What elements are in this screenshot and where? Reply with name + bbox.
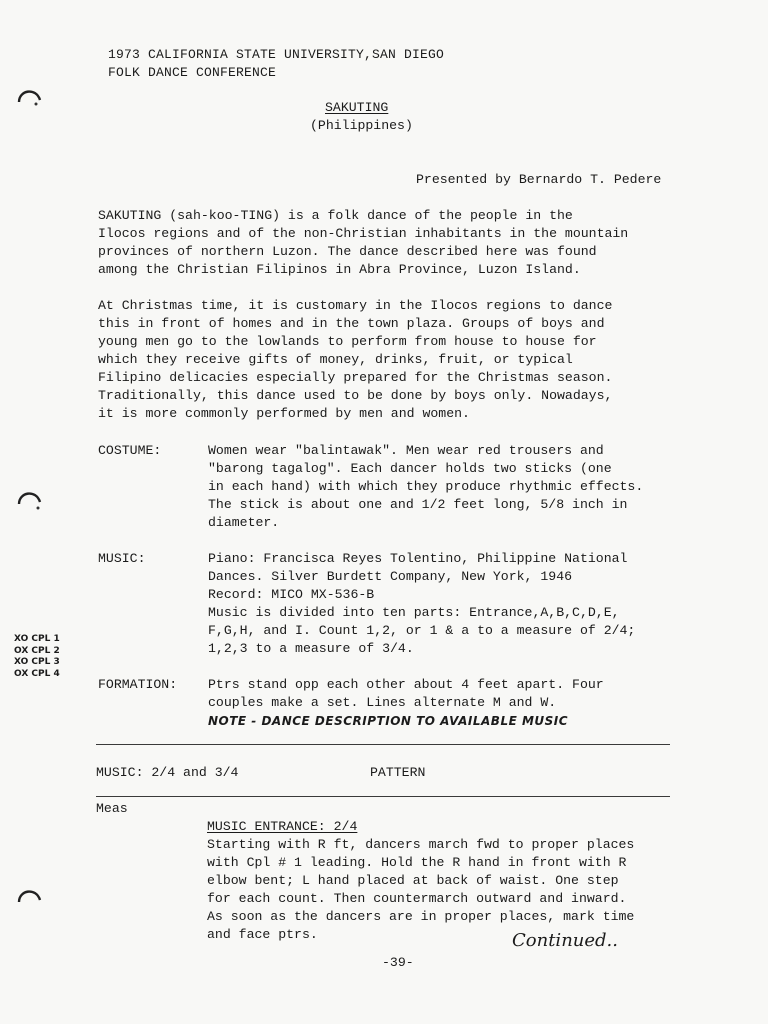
- formation-label: FORMATION:: [98, 677, 178, 692]
- binder-hole-icon: [16, 486, 42, 512]
- formation-text: Ptrs stand opp each other about 4 feet apart. Four couples make a set. Lines alternate M and W.: [208, 677, 604, 710]
- divider-rule: [96, 796, 670, 797]
- pattern-heading: PATTERN: [370, 765, 426, 780]
- handwritten-note: NOTE - DANCE DESCRIPTION TO AVAILABLE MUSIC: [208, 714, 569, 728]
- music-text: Piano: Francisca Reyes Tolentino, Philippine National Dances. Silver Burdett Company, New York, 1946 Record: MICO MX-536-B Music is divided into ten parts: Entrance,A,B,C,D,E, F,G,H, and I. Count 1,2, or 1 & a to a measure of 2/4; 1,2,3 to a measure of 3/4.: [208, 551, 636, 656]
- binder-hole-icon: [16, 884, 42, 910]
- conference-header-line1: 1973 CALIFORNIA STATE UNIVERSITY,SAN DIEGO: [108, 47, 445, 62]
- couples-margin-note: XO CPL 1 OX CPL 2 XO CPL 3 OX CPL 4: [14, 634, 60, 679]
- intro-paragraph-2: At Christmas time, it is customary in the Ilocos regions to dance this in front of homes and in the town plaza. Groups of boys and young men go to the lowlands to perform from house to house for which they receive gifts of money, drinks, fruit, or typical Filipino delicacies especially prepared for the Christmas season. Traditionally, this dance used to be done by boys only. Nowadays, it is more commonly performed by men and women.: [98, 298, 613, 421]
- divider-rule: [96, 744, 670, 745]
- binder-hole-icon: [16, 84, 42, 110]
- intro-paragraph-1: SAKUTING (sah-koo-TING) is a folk dance of the people in the Ilocos regions and of the non-Christian inhabitants in the mountain provinces of northern Luzon. The dance described here was found among the Christian Filipinos in Abra Province, Luzon Island.: [98, 208, 629, 277]
- music-label: MUSIC:: [98, 551, 146, 566]
- costume-label: COSTUME:: [98, 443, 162, 458]
- music-meter-heading: MUSIC: 2/4 and 3/4: [96, 765, 239, 780]
- presenter-line: Presented by Bernardo T. Pedere: [416, 172, 662, 187]
- entrance-title: MUSIC ENTRANCE: 2/4: [207, 819, 358, 834]
- measures-heading: Meas: [96, 801, 128, 816]
- costume-text: Women wear "balintawak". Men wear red trousers and "barong tagalog". Each dancer holds two sticks (one in each hand) with which they produce rhythmic effects. The stick is about one and 1/2 feet long, 5/8 inch in diameter.: [208, 443, 644, 530]
- entrance-text: Starting with R ft, dancers march fwd to proper places with Cpl # 1 leading. Hold the R hand in front with R elbow bent; L hand placed at back of waist. One step for each count. Then countermarch outward and inward. As soon as the dancers are in proper places, mark time and face ptrs.: [207, 837, 635, 942]
- dance-title: SAKUTING: [325, 100, 389, 115]
- conference-header-line2: FOLK DANCE CONFERENCE: [108, 65, 277, 80]
- dance-origin: (Philippines): [310, 118, 413, 133]
- continued-note: Continued..: [512, 930, 618, 951]
- page-number: -39-: [382, 955, 414, 970]
